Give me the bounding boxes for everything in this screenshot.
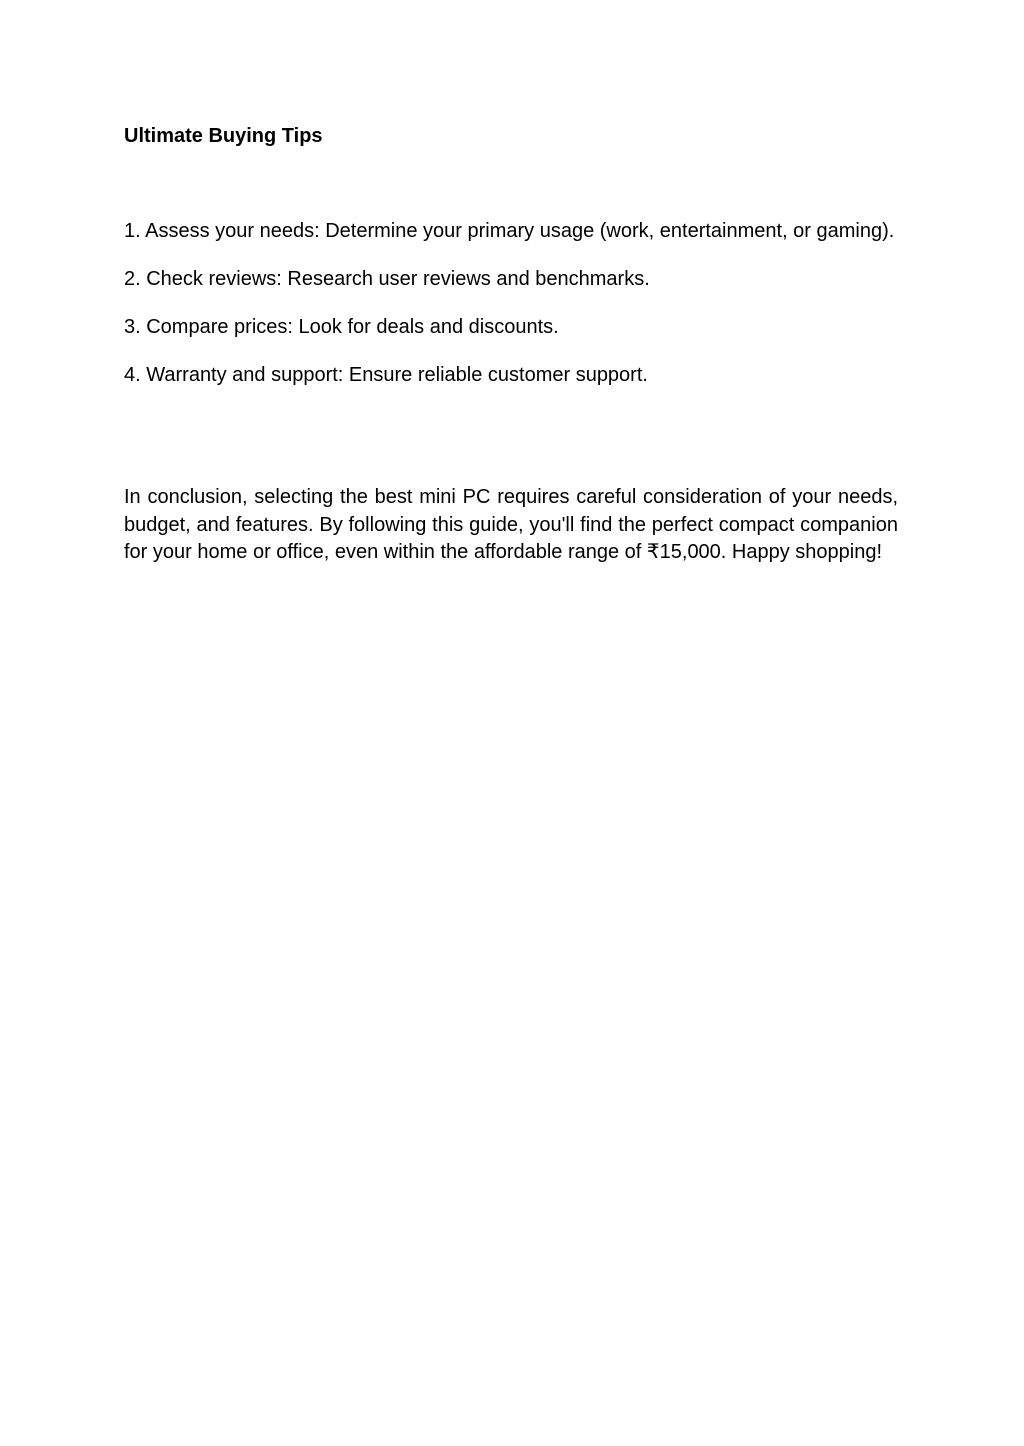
list-item: 3. Compare prices: Look for deals and discounts.	[124, 316, 559, 338]
list-item: 1. Assess your needs: Determine your primary usage (work, entertainment, or gaming).	[124, 220, 895, 242]
list-item: 2. Check reviews: Research user reviews and benchmarks.	[124, 268, 650, 290]
conclusion-paragraph: In conclusion, selecting the best mini PC requires careful consideration of your needs, budget, and features. By following this guide, you'll find the perfect compact companion for your home or office, even within the affordable range of ₹15,000. Happy shopping!	[124, 486, 898, 563]
list-item: 4. Warranty and support: Ensure reliable customer support.	[124, 364, 648, 386]
section-heading: Ultimate Buying Tips	[124, 125, 323, 147]
tips-list	[124, 218, 898, 410]
